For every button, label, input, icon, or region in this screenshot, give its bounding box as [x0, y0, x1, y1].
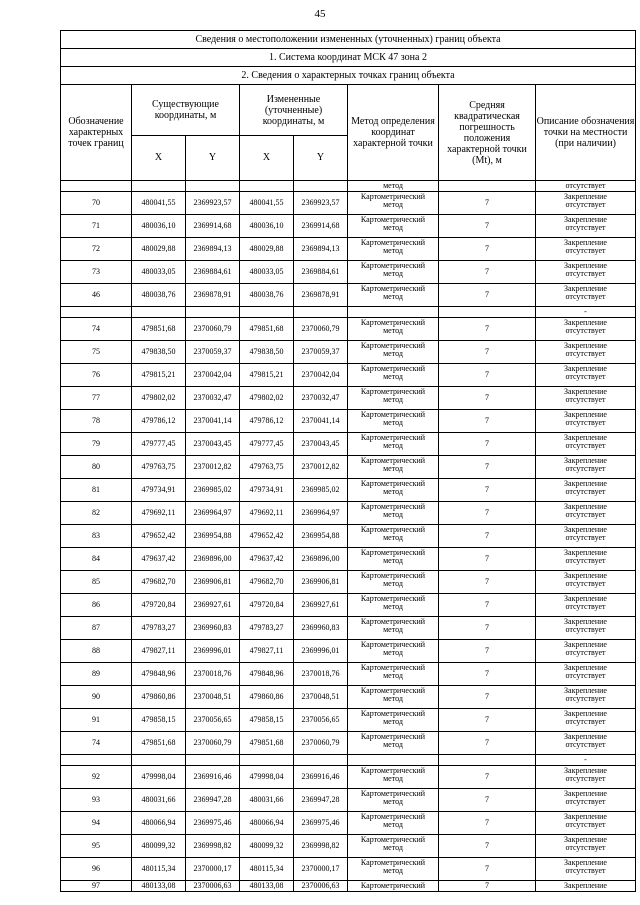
error-value: 7: [439, 548, 536, 571]
existing-x: 480029,88: [132, 238, 186, 261]
table-row: [61, 318, 636, 341]
table-row: [61, 789, 636, 812]
changed-x: 480133,08: [240, 881, 294, 892]
existing-y: 2370043,45: [186, 433, 240, 456]
changed-y: 2370042,04: [294, 364, 348, 387]
error-value: 7: [439, 881, 536, 892]
existing-x: 479637,42: [132, 548, 186, 571]
table-row: [61, 709, 636, 732]
description-cell: Закрепление отсутствует: [536, 215, 636, 238]
table-row: [61, 812, 636, 835]
description-cell: Закрепление отсутствует: [536, 709, 636, 732]
description-cell: Закрепление отсутствует: [536, 858, 636, 881]
method-cell: Картометрический метод: [348, 812, 439, 835]
point-number: 86: [61, 594, 132, 617]
error-value: 7: [439, 732, 536, 755]
table-row: [61, 387, 636, 410]
continued-desc: отсутствует: [536, 181, 636, 192]
point-number: 84: [61, 548, 132, 571]
method-cell: Картометрический метод: [348, 858, 439, 881]
description-cell: Закрепление отсутствует: [536, 410, 636, 433]
changed-x: 479734,91: [240, 479, 294, 502]
existing-x: 479802,02: [132, 387, 186, 410]
method-cell: Картометрический метод: [348, 525, 439, 548]
existing-x: 480133,08: [132, 881, 186, 892]
changed-x: 479815,21: [240, 364, 294, 387]
changed-x: 480029,88: [240, 238, 294, 261]
existing-x: 479692,11: [132, 502, 186, 525]
changed-y: 2369998,82: [294, 835, 348, 858]
description-cell: Закрепление отсутствует: [536, 663, 636, 686]
continued-row: [61, 181, 636, 192]
changed-y: 2370006,63: [294, 881, 348, 892]
changed-x: 480041,55: [240, 192, 294, 215]
error-value: 7: [439, 479, 536, 502]
description-cell: Закрепление отсутствует: [536, 502, 636, 525]
description-cell: Закрепление отсутствует: [536, 192, 636, 215]
existing-x: 479783,27: [132, 617, 186, 640]
point-number: 95: [61, 835, 132, 858]
table-row: [61, 284, 636, 307]
header-point: Обозначение характерных точек границ: [61, 85, 132, 181]
changed-x: 479692,11: [240, 502, 294, 525]
method-cell: Картометрический метод: [348, 433, 439, 456]
changed-y: 2369884,61: [294, 261, 348, 284]
method-cell: Картометрический метод: [348, 663, 439, 686]
method-cell: Картометрический метод: [348, 387, 439, 410]
description-cell: Закрепление отсутствует: [536, 387, 636, 410]
point-number: 80: [61, 456, 132, 479]
header-existing-y: Y: [186, 136, 240, 181]
table-row: [61, 261, 636, 284]
existing-y: 2369964,97: [186, 502, 240, 525]
point-number: 71: [61, 215, 132, 238]
description-cell: Закрепление отсутствует: [536, 732, 636, 755]
changed-y: 2370060,79: [294, 732, 348, 755]
separator-desc: -: [536, 755, 636, 766]
separator-row: [61, 307, 636, 318]
changed-x: 480066,94: [240, 812, 294, 835]
existing-x: 479734,91: [132, 479, 186, 502]
error-value: 7: [439, 709, 536, 732]
existing-y: 2370012,82: [186, 456, 240, 479]
existing-y: 2370000,17: [186, 858, 240, 881]
changed-x: 479682,70: [240, 571, 294, 594]
changed-x: 480099,32: [240, 835, 294, 858]
changed-y: 2369996,01: [294, 640, 348, 663]
method-cell: Картометрический метод: [348, 571, 439, 594]
point-number: 94: [61, 812, 132, 835]
separator-desc: -: [536, 307, 636, 318]
table-row: [61, 835, 636, 858]
error-value: 7: [439, 525, 536, 548]
method-cell: Картометрический метод: [348, 640, 439, 663]
point-number: 82: [61, 502, 132, 525]
error-value: 7: [439, 686, 536, 709]
existing-x: 479858,15: [132, 709, 186, 732]
header-changed-y: Y: [294, 136, 348, 181]
point-number: 83: [61, 525, 132, 548]
method-cell: Картометрический метод: [348, 410, 439, 433]
existing-x: 479860,86: [132, 686, 186, 709]
changed-y: 2369916,46: [294, 766, 348, 789]
changed-x: 480033,05: [240, 261, 294, 284]
error-value: 7: [439, 364, 536, 387]
existing-y: 2369894,13: [186, 238, 240, 261]
table-row: [61, 479, 636, 502]
header-existing-x: X: [132, 136, 186, 181]
error-value: 7: [439, 341, 536, 364]
changed-y: 2370043,45: [294, 433, 348, 456]
existing-y: 2369923,57: [186, 192, 240, 215]
table-row: [61, 640, 636, 663]
method-cell: Картометрический: [348, 881, 439, 892]
method-cell: Картометрический метод: [348, 456, 439, 479]
existing-x: 479763,75: [132, 456, 186, 479]
changed-x: 479851,68: [240, 732, 294, 755]
table-row: [61, 686, 636, 709]
error-value: 7: [439, 812, 536, 835]
table-row: [61, 525, 636, 548]
existing-x: 480041,55: [132, 192, 186, 215]
existing-y: 2370042,04: [186, 364, 240, 387]
error-value: 7: [439, 456, 536, 479]
error-value: 7: [439, 858, 536, 881]
description-cell: Закрепление отсутствует: [536, 479, 636, 502]
table-row: [61, 617, 636, 640]
point-number: 46: [61, 284, 132, 307]
existing-y: 2369996,01: [186, 640, 240, 663]
changed-y: 2369975,46: [294, 812, 348, 835]
existing-y: 2370056,65: [186, 709, 240, 732]
point-number: 88: [61, 640, 132, 663]
changed-y: 2370032,47: [294, 387, 348, 410]
error-value: 7: [439, 215, 536, 238]
table-title: Сведения о местоположении измененных (уточненных) границ объекта: [61, 31, 636, 49]
changed-y: 2369914,68: [294, 215, 348, 238]
changed-y: 2370018,76: [294, 663, 348, 686]
description-cell: Закрепление отсутствует: [536, 686, 636, 709]
table-row: [61, 341, 636, 364]
point-number: 76: [61, 364, 132, 387]
existing-y: 2369927,61: [186, 594, 240, 617]
method-cell: Картометрический метод: [348, 284, 439, 307]
changed-x: 479998,04: [240, 766, 294, 789]
method-cell: Картометрический метод: [348, 364, 439, 387]
changed-x: 479848,96: [240, 663, 294, 686]
existing-y: 2370032,47: [186, 387, 240, 410]
existing-x: 479720,84: [132, 594, 186, 617]
method-cell: Картометрический метод: [348, 479, 439, 502]
error-value: 7: [439, 640, 536, 663]
changed-x: 479838,50: [240, 341, 294, 364]
header-changed-x: X: [240, 136, 294, 181]
existing-x: 480036,10: [132, 215, 186, 238]
method-cell: Картометрический метод: [348, 617, 439, 640]
error-value: 7: [439, 410, 536, 433]
existing-x: 479652,42: [132, 525, 186, 548]
separator-row: [61, 755, 636, 766]
error-value: 7: [439, 594, 536, 617]
existing-x: 479851,68: [132, 318, 186, 341]
coordinate-system-title: 1. Система координат МСК 47 зона 2: [61, 49, 636, 67]
existing-y: 2369878,91: [186, 284, 240, 307]
existing-y: 2369947,28: [186, 789, 240, 812]
existing-y: 2369914,68: [186, 215, 240, 238]
changed-x: 479720,84: [240, 594, 294, 617]
changed-y: 2369894,13: [294, 238, 348, 261]
existing-y: 2369916,46: [186, 766, 240, 789]
method-cell: Картометрический метод: [348, 238, 439, 261]
point-number: 74: [61, 732, 132, 755]
changed-y: 2370056,65: [294, 709, 348, 732]
existing-x: 479851,68: [132, 732, 186, 755]
point-number: 78: [61, 410, 132, 433]
method-cell: Картометрический метод: [348, 766, 439, 789]
changed-x: 479652,42: [240, 525, 294, 548]
existing-x: 480099,32: [132, 835, 186, 858]
existing-y: 2370018,76: [186, 663, 240, 686]
changed-y: 2369878,91: [294, 284, 348, 307]
changed-y: 2369954,88: [294, 525, 348, 548]
changed-y: 2369923,57: [294, 192, 348, 215]
existing-x: 479827,11: [132, 640, 186, 663]
error-value: 7: [439, 284, 536, 307]
table-row: [61, 663, 636, 686]
changed-x: 479783,27: [240, 617, 294, 640]
existing-x: 480115,34: [132, 858, 186, 881]
existing-x: 479682,70: [132, 571, 186, 594]
changed-y: 2369964,97: [294, 502, 348, 525]
table-row: [61, 732, 636, 755]
existing-x: 479777,45: [132, 433, 186, 456]
existing-y: 2369896,00: [186, 548, 240, 571]
point-number: 93: [61, 789, 132, 812]
point-number: 97: [61, 881, 132, 892]
table-row: [61, 571, 636, 594]
error-value: 7: [439, 502, 536, 525]
existing-y: 2370041,14: [186, 410, 240, 433]
existing-x: 479786,12: [132, 410, 186, 433]
boundary-points-table: [60, 30, 636, 892]
changed-x: 479786,12: [240, 410, 294, 433]
error-value: 7: [439, 318, 536, 341]
description-cell: Закрепление отсутствует: [536, 433, 636, 456]
point-number: 79: [61, 433, 132, 456]
changed-x: 480038,76: [240, 284, 294, 307]
table-row: [61, 502, 636, 525]
points-section-title: 2. Сведения о характерных точках границ объекта: [61, 67, 636, 85]
continued-method: метод: [348, 181, 439, 192]
changed-x: 480036,10: [240, 215, 294, 238]
method-cell: Картометрический метод: [348, 261, 439, 284]
description-cell: Закрепление отсутствует: [536, 617, 636, 640]
method-cell: Картометрический метод: [348, 709, 439, 732]
table-row: [61, 433, 636, 456]
description-cell: Закрепление отсутствует: [536, 789, 636, 812]
changed-y: 2369985,02: [294, 479, 348, 502]
table-row: [61, 548, 636, 571]
changed-y: 2370059,37: [294, 341, 348, 364]
point-number: 92: [61, 766, 132, 789]
changed-x: 479777,45: [240, 433, 294, 456]
method-cell: Картометрический метод: [348, 594, 439, 617]
changed-y: 2369960,83: [294, 617, 348, 640]
description-cell: Закрепление отсутствует: [536, 284, 636, 307]
description-cell: Закрепление отсутствует: [536, 238, 636, 261]
changed-x: 479858,15: [240, 709, 294, 732]
changed-y: 2370000,17: [294, 858, 348, 881]
existing-y: 2369998,82: [186, 835, 240, 858]
existing-x: 479998,04: [132, 766, 186, 789]
point-number: 77: [61, 387, 132, 410]
error-value: 7: [439, 387, 536, 410]
point-number: 85: [61, 571, 132, 594]
point-number: 72: [61, 238, 132, 261]
error-value: 7: [439, 238, 536, 261]
table-row: [61, 192, 636, 215]
description-cell: Закрепление отсутствует: [536, 364, 636, 387]
existing-y: 2370006,63: [186, 881, 240, 892]
error-value: 7: [439, 663, 536, 686]
method-cell: Картометрический метод: [348, 502, 439, 525]
description-cell: Закрепление отсутствует: [536, 835, 636, 858]
method-cell: Картометрический метод: [348, 341, 439, 364]
page-number: 45: [314, 8, 326, 20]
changed-x: 479802,02: [240, 387, 294, 410]
description-cell: Закрепление отсутствует: [536, 812, 636, 835]
header-existing: Существующие координаты, м: [132, 85, 240, 136]
point-number: 91: [61, 709, 132, 732]
table-row: [61, 858, 636, 881]
changed-x: 480115,34: [240, 858, 294, 881]
description-cell: Закрепление отсутствует: [536, 341, 636, 364]
description-cell: Закрепление отсутствует: [536, 571, 636, 594]
table-row: [61, 364, 636, 387]
existing-y: 2370048,51: [186, 686, 240, 709]
changed-x: 479763,75: [240, 456, 294, 479]
method-cell: Картометрический метод: [348, 732, 439, 755]
point-number: 75: [61, 341, 132, 364]
method-cell: Картометрический метод: [348, 835, 439, 858]
changed-x: 480031,66: [240, 789, 294, 812]
table-row: [61, 594, 636, 617]
existing-x: 479848,96: [132, 663, 186, 686]
existing-x: 480038,76: [132, 284, 186, 307]
error-value: 7: [439, 192, 536, 215]
changed-y: 2369896,00: [294, 548, 348, 571]
description-cell: Закрепление: [536, 881, 636, 892]
header-changed: Измененные (уточненные) координаты, м: [240, 85, 348, 136]
table-row: [61, 881, 636, 892]
method-cell: Картометрический метод: [348, 548, 439, 571]
description-cell: Закрепление отсутствует: [536, 766, 636, 789]
existing-x: 480031,66: [132, 789, 186, 812]
existing-y: 2370059,37: [186, 341, 240, 364]
error-value: 7: [439, 617, 536, 640]
changed-x: 479827,11: [240, 640, 294, 663]
error-value: 7: [439, 571, 536, 594]
header-error: Средняя квадратическая погрешность положения характерной точки (Mt), м: [439, 85, 536, 181]
point-number: 70: [61, 192, 132, 215]
description-cell: Закрепление отсутствует: [536, 456, 636, 479]
error-value: 7: [439, 261, 536, 284]
changed-y: 2370060,79: [294, 318, 348, 341]
method-cell: Картометрический метод: [348, 789, 439, 812]
existing-y: 2370060,79: [186, 732, 240, 755]
changed-y: 2369927,61: [294, 594, 348, 617]
existing-y: 2369954,88: [186, 525, 240, 548]
existing-x: 479815,21: [132, 364, 186, 387]
table-row: [61, 456, 636, 479]
error-value: 7: [439, 433, 536, 456]
table-row: [61, 215, 636, 238]
point-number: 87: [61, 617, 132, 640]
header-method: Метод определения координат характерной точки: [348, 85, 439, 181]
existing-y: 2369884,61: [186, 261, 240, 284]
method-cell: Картометрический метод: [348, 192, 439, 215]
point-number: 90: [61, 686, 132, 709]
description-cell: Закрепление отсутствует: [536, 318, 636, 341]
point-number: 74: [61, 318, 132, 341]
existing-x: 479838,50: [132, 341, 186, 364]
description-cell: Закрепление отсутствует: [536, 594, 636, 617]
point-number: 96: [61, 858, 132, 881]
error-value: 7: [439, 789, 536, 812]
point-number: 89: [61, 663, 132, 686]
description-cell: Закрепление отсутствует: [536, 525, 636, 548]
description-cell: Закрепление отсутствует: [536, 640, 636, 663]
method-cell: Картометрический метод: [348, 318, 439, 341]
changed-x: 479851,68: [240, 318, 294, 341]
method-cell: Картометрический метод: [348, 215, 439, 238]
existing-y: 2369985,02: [186, 479, 240, 502]
method-cell: Картометрический метод: [348, 686, 439, 709]
changed-x: 479860,86: [240, 686, 294, 709]
existing-y: 2370060,79: [186, 318, 240, 341]
point-number: 81: [61, 479, 132, 502]
existing-y: 2369975,46: [186, 812, 240, 835]
existing-x: 480033,05: [132, 261, 186, 284]
existing-y: 2369906,81: [186, 571, 240, 594]
error-value: 7: [439, 835, 536, 858]
changed-y: 2369906,81: [294, 571, 348, 594]
point-number: 73: [61, 261, 132, 284]
description-cell: Закрепление отсутствует: [536, 261, 636, 284]
header-description: Описание обозначения точки на местности (при наличии): [536, 85, 636, 181]
table-row: [61, 238, 636, 261]
error-value: 7: [439, 766, 536, 789]
existing-x: 480066,94: [132, 812, 186, 835]
description-cell: Закрепление отсутствует: [536, 548, 636, 571]
changed-y: 2370041,14: [294, 410, 348, 433]
existing-y: 2369960,83: [186, 617, 240, 640]
table-row: [61, 766, 636, 789]
changed-y: 2370048,51: [294, 686, 348, 709]
changed-y: 2369947,28: [294, 789, 348, 812]
changed-y: 2370012,82: [294, 456, 348, 479]
table-row: [61, 410, 636, 433]
changed-x: 479637,42: [240, 548, 294, 571]
